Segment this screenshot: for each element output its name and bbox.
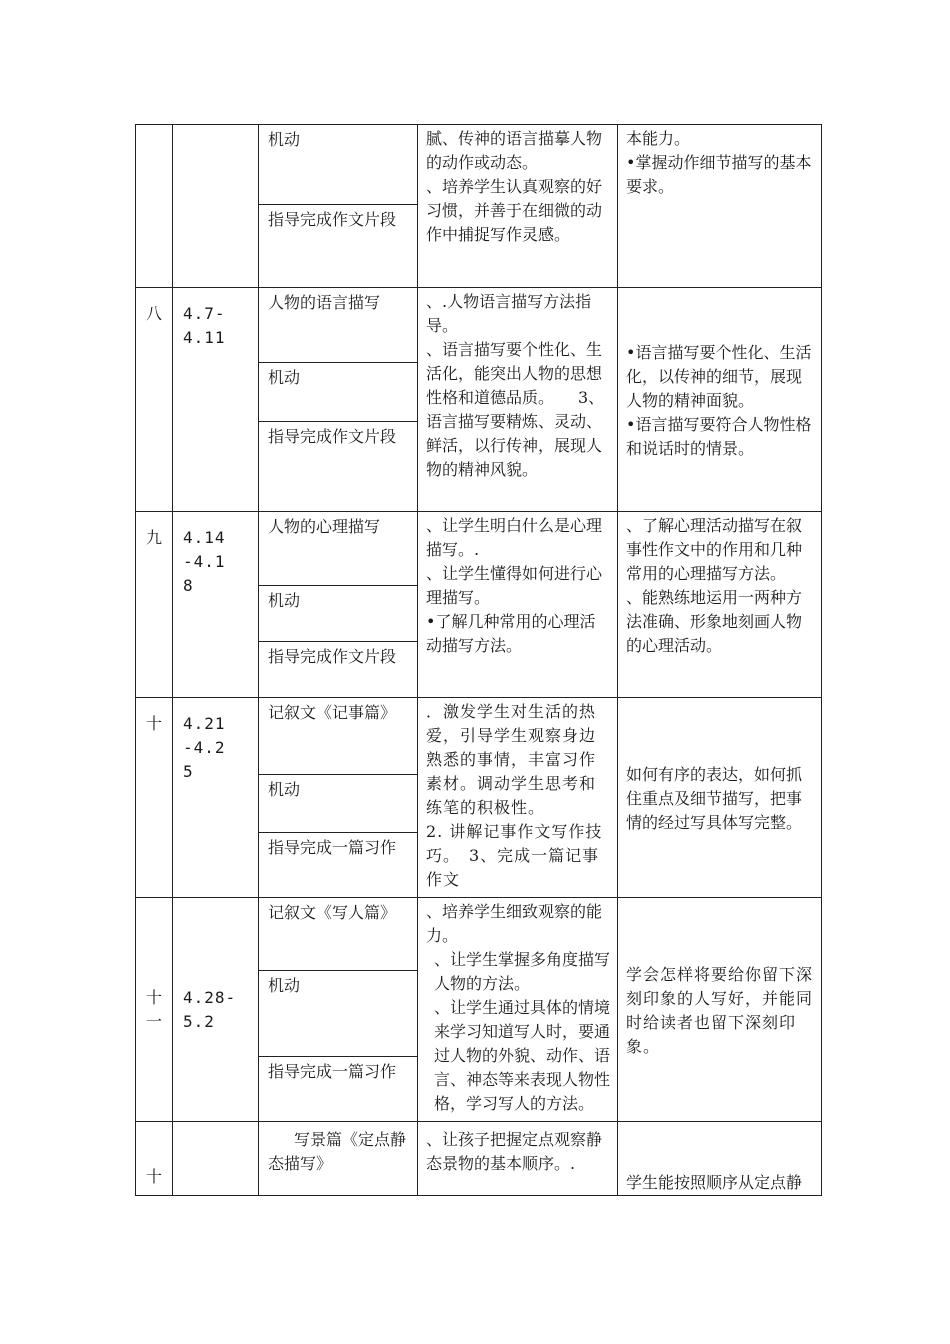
table-row (136, 288, 822, 363)
requirement-cell (618, 1122, 822, 1196)
goal-cell (418, 288, 618, 512)
goal-cell (418, 1122, 618, 1196)
requirement-cell (618, 125, 822, 288)
table-row (136, 698, 822, 775)
requirement-item: 如何有序的表达，如何抓住重点及细节描写，把事情的经过写具体写完整。 (626, 764, 803, 832)
topic-cell: 指导完成作文片段 (259, 422, 418, 512)
date-cell: 4.28-5.2 (173, 898, 259, 1122)
topic-cell: 机动 (259, 775, 418, 833)
requirement-item: 学生能按照顺序从定点静 (626, 1173, 803, 1192)
requirement-cell (618, 898, 822, 1122)
requirement-cell (618, 698, 822, 898)
topic-cell: 机动 (259, 363, 418, 422)
topic-cell: 人物的语言描写 (259, 288, 418, 363)
table-row (136, 898, 822, 971)
week-cell: 十 (136, 698, 173, 898)
goal-cell (418, 698, 618, 898)
week-text: 十一 (145, 987, 162, 1031)
goal-item: ．激发学生对生活的热爱，引导学生观察身边熟悉的事情，丰富习作素材。调动学生思考和练笔的积极性。 (426, 702, 597, 817)
topic-cell: 机动 (259, 971, 418, 1057)
topic-cell: 机动 (259, 586, 418, 642)
topic-cell (259, 1122, 418, 1196)
week-cell (136, 125, 173, 288)
week-cell: 十 (136, 1122, 173, 1196)
topic-cell: 指导完成作文片段 (259, 642, 418, 698)
date-text: 4.14-4.18 (183, 528, 226, 595)
topic-cell: 记叙文《记事篇》 (259, 698, 418, 775)
requirement-item: •语言描写要符合人物性格和说话时的情景。 (626, 414, 812, 458)
week-cell (136, 898, 173, 1122)
week-cell: 八 (136, 288, 173, 512)
requirement-item: •掌握动作细节描写的基本要求。 (626, 153, 812, 196)
goal-item: 、培养学生认真观察的好习惯，并善于在细微的动作中捕捉写作灵感。 (426, 177, 603, 244)
goal-item: 、.人物语言描写方法指导。 (426, 292, 592, 335)
date-text: 4.21-4.25 (183, 714, 226, 781)
goal-item: •了解几种常用的心理活动描写方法。 (426, 612, 596, 655)
table-row (136, 512, 822, 586)
topic-cell: 指导完成作文片段 (259, 205, 418, 288)
goal-item: 、让学生懂得如何进行心理描写。 (426, 564, 603, 607)
goal-item: 腻、传神的语言描摹人物的动作或动态。 (426, 129, 603, 172)
date-cell (173, 512, 259, 698)
goal-item: 、让学生掌握多角度描写人物的方法。 (434, 950, 611, 993)
date-cell: 4.7-4.11 (173, 288, 259, 512)
goal-cell (418, 898, 618, 1122)
date-cell (173, 1122, 259, 1196)
table-row (136, 125, 822, 205)
week-cell: 九 (136, 512, 173, 698)
requirement-item: 、能熟练地运用一两种方法准确、形象地刻画人物的心理活动。 (626, 588, 803, 655)
requirement-item: •语言描写要个性化、生活化，以传神的细节，展现人物的精神面貌。 (626, 342, 812, 410)
goal-item: 、让学生通过具体的情境来学习知道写人时，要通过人物的外貌、动作、语言、神态等来表现人物性格，学习写人的方法。 (434, 998, 611, 1113)
date-cell (173, 698, 259, 898)
topic-cell: 指导完成一篇习作 (259, 1057, 418, 1122)
goal-cell (418, 512, 618, 698)
table-row (136, 1122, 822, 1196)
topic-cell: 机动 (259, 125, 418, 205)
goal-item: 、语言描写要个性化、生活化，能突出人物的思想性格和道德品质。 3、语言描写要精炼、灵动、鲜活，以行传神，展现人物的精神风貌。 (426, 340, 605, 479)
goal-item: 2. 讲解记事作文写作技巧。 3、完成一篇记事作文 (426, 822, 603, 889)
requirement-item: 学会怎样将要给你留下深刻印象的人写好，并能同时给读者也留下深刻印象。 (626, 964, 814, 1056)
topic-cell: 记叙文《写人篇》 (259, 898, 418, 971)
date-cell (173, 125, 259, 288)
goal-item: 、让学生明白什么是心理描写。. (426, 516, 603, 559)
goal-item: 、让孩子把握定点观察静态景物的基本顺序。. (426, 1130, 603, 1173)
topic-cell: 指导完成一篇习作 (259, 833, 418, 898)
requirement-cell (618, 288, 822, 512)
requirement-item: 本能力。 (626, 129, 691, 148)
requirement-cell (618, 512, 822, 698)
teaching-plan-table (135, 124, 822, 1196)
goal-item: 、培养学生细致观察的能力。 (426, 902, 603, 945)
topic-cell: 人物的心理描写 (259, 512, 418, 586)
requirement-item: 、了解心理活动描写在叙事性作文中的作用和几种常用的心理描写方法。 (626, 516, 803, 583)
goal-cell (418, 125, 618, 288)
topic-text: 写景篇《定点静态描写》 (268, 1130, 407, 1173)
